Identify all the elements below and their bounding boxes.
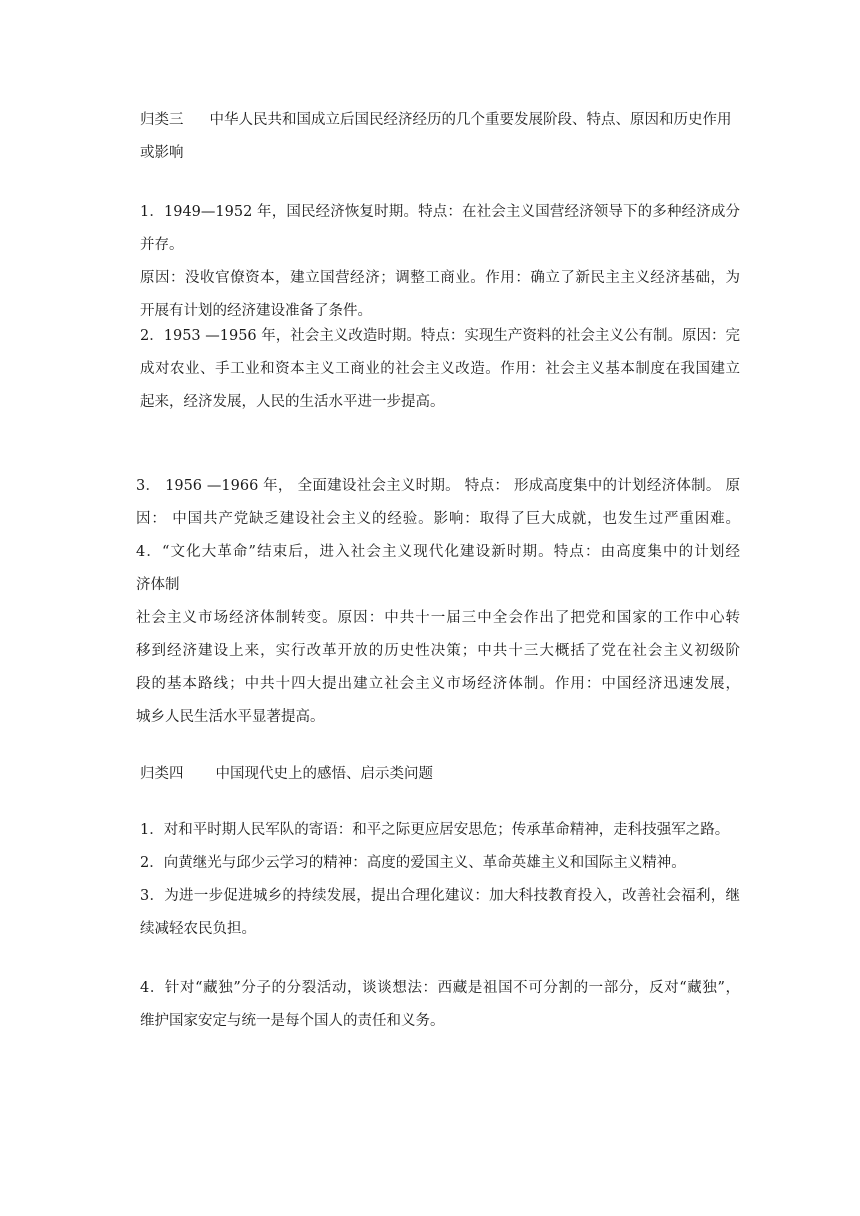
section4-item-4 (140, 972, 740, 1038)
section4-item-4-line: 4．针对“藏独”分子的分裂活动，谈谈想法：西藏是祖国不可分割的一部分，反对“藏独”， (140, 980, 740, 996)
section4-heading-label: 归类四 (140, 766, 184, 782)
section3-item-2 (140, 320, 740, 419)
section3-item-3-line: 3． 1956 —1966 年， 全面建设社会主义时期。 特点： 形成高度集中的计划经济体制。 原 (136, 478, 740, 494)
section3-item-1 (140, 196, 740, 328)
section3-heading-title: 中华人民共和国成立后国民经济经历的几个重要发展阶段、特点、原因和历史作用 (209, 112, 732, 128)
section3-item-1-line: 原因：没收官僚资本，建立国营经济；调整工商业。作用：确立了新民主主义经济基础，为 (140, 270, 740, 286)
section3-heading-label: 归类三 (140, 112, 184, 128)
section3-item-3-line: 因： 中国共产党缺乏建设社会主义的经验。影响：取得了巨大成就，也发生过严重困难。 (136, 511, 740, 527)
section3-item-2-line: 起来，经济发展，人民的生活水平进一步提高。 (140, 394, 445, 410)
section3-item-4-line: 段的基本路线；中共十四大提出建立社会主义市场经济体制。作用：中国经济迅速发展， (136, 676, 740, 692)
section3-item-2-line: 成对农业、手工业和资本主义工商业的社会主义改造。作用：社会主义基本制度在我国建立 (140, 361, 740, 377)
section3-item-1-line: 并存。 (140, 237, 184, 253)
section3-item-1-line: 1．1949—1952 年，国民经济恢复时期。特点：在社会主义国营经济领导下的多种经济成分 (140, 204, 740, 220)
section3-item-4-line: 移到经济建设上来，实行改革开放的历史性决策；中共十三大概括了党在社会主义初级阶 (136, 643, 740, 659)
section3-item-4-line: 4．“文化大革命”结束后，进入社会主义现代化建设新时期。特点：由高度集中的计划经 (136, 544, 740, 560)
section4-items (140, 814, 740, 946)
section4-item-4-line: 维护国家安定与统一是每个国人的责任和义务。 (140, 1013, 445, 1029)
section3-item-4-line: 济体制 (136, 577, 180, 593)
section3-heading (140, 104, 740, 170)
section4-item-3-line: 3．为进一步促进城乡的持续发展，提出合理化建议：加大科技教育投入，改善社会福利，继 (140, 888, 740, 904)
section3-item-4 (136, 536, 740, 734)
section4-heading (140, 758, 740, 791)
section4-heading-title: 中国现代史上的感悟、启示类问题 (215, 766, 433, 782)
section3-item-2-line: 2．1953 —1956 年，社会主义改造时期。特点：实现生产资料的社会主义公有制。原因：完 (140, 328, 740, 344)
section3-item-4-line: 城乡人民生活水平显著提高。 (136, 709, 325, 725)
section3-item-4-line: 社会主义市场经济体制转变。原因：中共十一届三中全会作出了把党和国家的工作中心转 (136, 610, 740, 626)
section3-heading-title-cont: 或影响 (140, 145, 184, 161)
section3-item-3 (136, 470, 740, 536)
section4-item-3-line: 续减轻农民负担。 (140, 921, 256, 937)
section4-item-1: 1．对和平时期人民军队的寄语：和平之际更应居安思危；传承革命精神，走科技强军之路。 (140, 822, 730, 838)
section3-item-1-line: 开展有计划的经济建设准备了条件。 (140, 303, 372, 319)
section4-item-2: 2．向黄继光与邱少云学习的精神：高度的爱国主义、革命英雄主义和国际主义精神。 (140, 855, 686, 871)
